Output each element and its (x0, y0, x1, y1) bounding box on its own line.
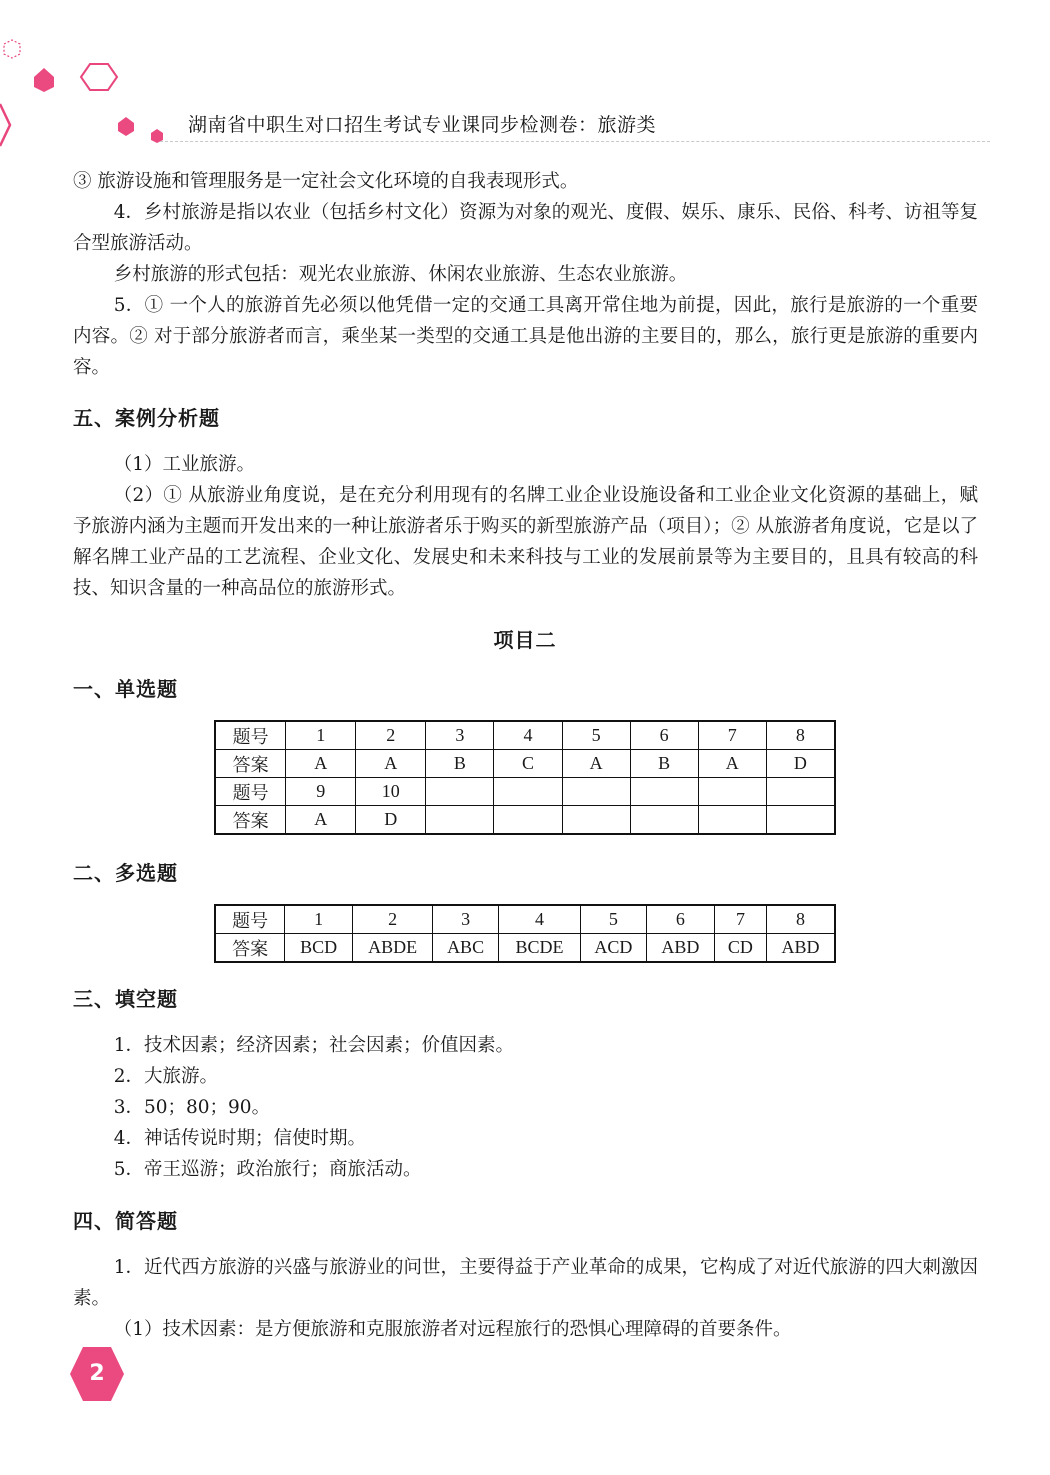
table-cell: ACD (580, 934, 646, 963)
table-cell: 7 (698, 721, 766, 750)
header-title: 湖南省中职生对口招生考试专业课同步检测卷：旅游类 (188, 114, 657, 136)
table-cell: D (766, 750, 835, 778)
table-row-label: 题号 (215, 778, 286, 806)
table-row (215, 934, 835, 963)
paragraph-travel-importance: 5．① 一个人的旅游首先必须以他凭借一定的交通工具离开常住地为前提，因此，旅行是旅游的一个重要内容。② 对于部分旅游者而言，乘坐某一类型的交通工具是他出游的主要目的，那么，旅行更是旅游的重要内容。 (73, 295, 978, 378)
project-title: 项目二 (493, 628, 557, 652)
table-cell: 8 (766, 905, 835, 934)
table-cell (494, 778, 562, 806)
table-cell: ABD (646, 934, 714, 963)
case-answer-1: （1）工业旅游。 (113, 454, 255, 475)
table-cell: A (356, 750, 426, 778)
table-cell: 10 (356, 778, 426, 806)
table-cell (426, 806, 494, 835)
table-cell: B (426, 750, 494, 778)
hexagon-pink-icon (34, 68, 54, 92)
multi-choice-answer-table (214, 904, 836, 963)
hexagon-outline-small-icon (4, 40, 20, 58)
chevron-right-icon (0, 104, 10, 146)
table-row (215, 806, 835, 835)
table-cell: D (356, 806, 426, 835)
table-cell (698, 778, 766, 806)
table-cell (426, 778, 494, 806)
table-cell: 3 (426, 721, 494, 750)
table-row-label: 答案 (215, 750, 286, 778)
table-cell: 2 (356, 721, 426, 750)
hexagon-pink-small-icon (118, 117, 134, 136)
table-cell: 4 (499, 905, 581, 934)
table-cell: 7 (714, 905, 766, 934)
fill-blank-item: 5．帝王巡游；政治旅行；商旅活动。 (113, 1159, 422, 1180)
table-row-label: 答案 (215, 806, 286, 835)
table-cell: C (494, 750, 562, 778)
paragraph-rural-tourism-definition: 4．乡村旅游是指以农业（包括乡村文化）资源为对象的观光、度假、娱乐、康乐、民俗、科考、访祖等复合型旅游活动。 (73, 202, 978, 254)
table-cell (494, 806, 562, 835)
table-row-label: 题号 (215, 721, 286, 750)
single-choice-answer-table (214, 720, 836, 835)
table-cell (766, 806, 835, 835)
table-cell (630, 778, 698, 806)
table-cell: BCDE (499, 934, 581, 963)
table-cell (698, 806, 766, 835)
table-row-label: 题号 (215, 905, 285, 934)
fill-blank-item: 3．50；80；90。 (113, 1097, 271, 1118)
table-cell: CD (714, 934, 766, 963)
short-answer-1-part-1: （1）技术因素：是方便旅游和克服旅游者对远程旅行的恐惧心理障碍的首要条件。 (113, 1319, 792, 1340)
table-cell: 6 (646, 905, 714, 934)
table-row (215, 905, 835, 934)
page-number-badge (70, 1345, 124, 1403)
table-row-label: 答案 (215, 934, 285, 963)
table-cell: 3 (433, 905, 499, 934)
table-cell (562, 806, 630, 835)
fill-blank-item: 2．大旅游。 (113, 1066, 218, 1087)
table-cell: 8 (766, 721, 835, 750)
table-cell: A (562, 750, 630, 778)
table-row (215, 750, 835, 778)
short-answer-1: 1．近代西方旅游的兴盛与旅游业的问世，主要得益于产业革命的成果，它构成了对近代旅游的四大刺激因素。 (73, 1257, 978, 1309)
table-row (215, 721, 835, 750)
table-cell: 5 (580, 905, 646, 934)
table-cell: 1 (285, 905, 353, 934)
paragraph-rural-tourism-forms: 乡村旅游的形式包括：观光农业旅游、休闲农业旅游、生态农业旅游。 (113, 264, 688, 285)
table-cell: ABC (433, 934, 499, 963)
table-cell: ABD (766, 934, 835, 963)
hexagon-outline-icon (81, 64, 117, 90)
table-cell: A (286, 750, 356, 778)
section-heading-case-analysis: 五、案例分析题 (73, 406, 220, 430)
table-row (215, 778, 835, 806)
header-divider (160, 141, 990, 142)
table-cell: 9 (286, 778, 356, 806)
hexagon-decoration (0, 30, 200, 150)
table-cell: B (630, 750, 698, 778)
table-cell: BCD (285, 934, 353, 963)
table-cell: A (698, 750, 766, 778)
section-heading-single-choice: 一、单选题 (73, 677, 178, 701)
table-cell: 4 (494, 721, 562, 750)
section-heading-short-answer: 四、简答题 (73, 1209, 178, 1233)
table-cell: 5 (562, 721, 630, 750)
table-cell: 2 (353, 905, 433, 934)
fill-blank-item: 1．技术因素；经济因素；社会因素；价值因素。 (113, 1035, 514, 1056)
section-heading-multi-choice: 二、多选题 (73, 861, 178, 885)
case-answer-2: （2）① 从旅游业角度说，是在充分利用现有的名牌工业企业设施设备和工业企业文化资源的基础上，赋予旅游内涵为主题而开发出来的一种让旅游者乐于购买的新型旅游产品（项目）；② 从旅游者角度说，它是以了解名牌工业产品的工艺流程、企业文化、发展史和未来科技与工业的发展前景等为主要目的，且具有较高的科技、知识含量的一种高品位的旅游形式。 (73, 485, 978, 599)
table-cell (630, 806, 698, 835)
table-cell (766, 778, 835, 806)
table-cell: A (286, 806, 356, 835)
table-cell: 6 (630, 721, 698, 750)
table-cell (562, 778, 630, 806)
table-cell: 1 (286, 721, 356, 750)
section-heading-fill-blank: 三、填空题 (73, 987, 178, 1011)
page-number: 2 (89, 1361, 105, 1386)
table-cell: ABDE (353, 934, 433, 963)
paragraph-item-3: ③ 旅游设施和管理服务是一定社会文化环境的自我表现形式。 (73, 171, 579, 192)
fill-blank-item: 4．神话传说时期；信使时期。 (113, 1128, 366, 1149)
